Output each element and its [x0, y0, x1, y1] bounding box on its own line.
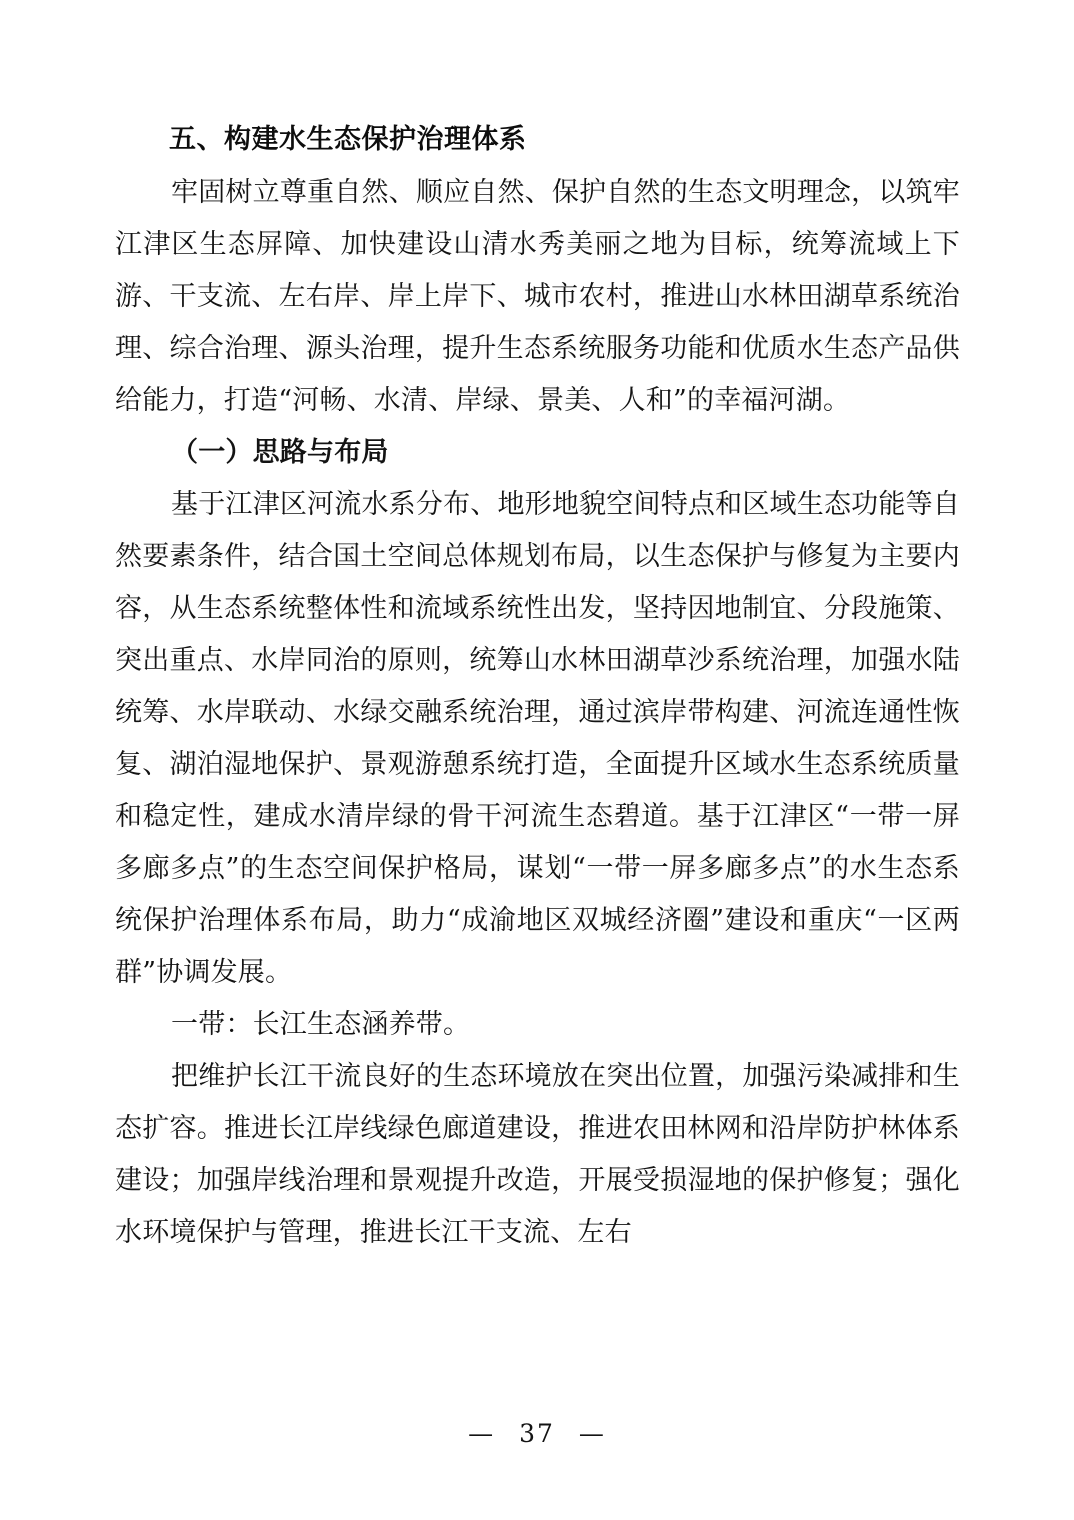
subsection-heading-1: （一）思路与布局	[171, 436, 389, 468]
paragraph-belt-title: 一带：长江生态涵养带。	[171, 1008, 471, 1040]
page-content	[115, 120, 960, 1259]
page-number: 37	[519, 1419, 555, 1448]
footer-right-dash: —	[578, 1419, 606, 1448]
paragraph-intro: 牢固树立尊重自然、顺应自然、保护自然的生态文明理念，以筑牢江津区生态屏障、加快建设山清水秀美丽之地为目标，统筹流域上下游、干支流、左右岸、岸上岸下、城市农村，推进山水林田湖草系统治理、综合治理、源头治理，提升生态系统服务功能和优质水生态产品供给能力，打造“河畅、水清、岸绿、景美、人和”的幸福河湖。	[115, 176, 960, 416]
paragraph-belt-body: 把维护长江干流良好的生态环境放在突出位置，加强污染减排和生态扩容。推进长江岸线绿色廊道建设，推进农田林网和沿岸防护林体系建设；加强岸线治理和景观提升改造，开展受损湿地的保护修复；强化水环境保护与管理，推进长江干支流、左右	[115, 1060, 960, 1248]
footer-left-dash: —	[468, 1419, 496, 1448]
section-heading: 五、构建水生态保护治理体系	[169, 124, 527, 155]
paragraph-layout-body: 基于江津区河流水系分布、地形地貌空间特点和区域生态功能等自然要素条件，结合国土空间总体规划布局，以生态保护与修复为主要内容，从生态系统整体性和流域系统性出发，坚持因地制宜、分段施策、突出重点、水岸同治的原则，统筹山水林田湖草沙系统治理，加强水陆统筹、水岸联动、水绿交融系统治理，通过滨岸带构建、河流连通性恢复、湖泊湿地保护、景观游憩系统打造，全面提升区域水生态系统质量和稳定性，建成水清岸绿的骨干河流生态碧道。基于江津区“一带一屏多廊多点”的生态空间保护格局，谋划“一带一屏多廊多点”的水生态系统保护治理体系布局，助力“成渝地区双城经济圈”建设和重庆“一区两群”协调发展。	[115, 488, 960, 988]
page-footer	[0, 1419, 1074, 1448]
